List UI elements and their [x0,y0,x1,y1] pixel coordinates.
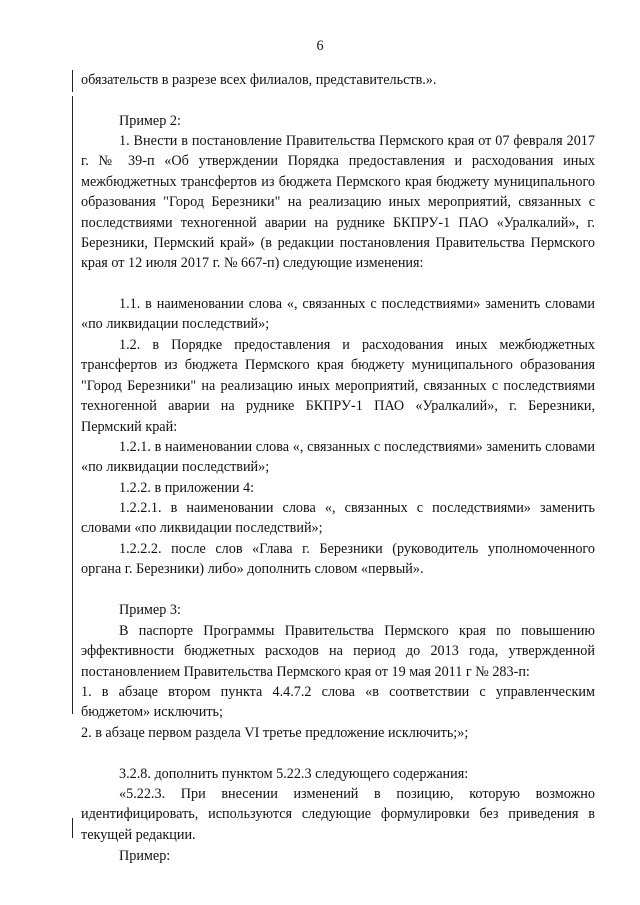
paragraph: 1.2.2.1. в наименовании слова «, связанных с последствиями» заменить словами «по ликвидации последствий»; [81,500,595,537]
paragraph: «5.22.3. При внесении изменений в позицию, которую возможно идентифицировать, используются следующие формулировки без приведения в текущей редакции. [81,786,595,843]
paragraph: 1. Внести в постановление Правительства Пермского края от 07 февраля 2017 г. № 39-п «Об утверждении Порядка предоставления и расходования иных межбюджетных трансфертов из бюджета Пермского края бюджету муниципального образования "Город Березники" на реализацию иных мероприятий, связанных с последствиями техногенной аварии на руднике БКПРУ-1 ПАО «Уралкалий», г. Березники, Пермский край» (в редакции постановления Правительства Пермского края от 12 июля 2017 г. № 667-п) следующие изменения: [81,133,595,272]
paragraph: 2. в абзаце первом раздела VI третье предложение исключить;»; [81,725,469,741]
paragraph: 1.2.2. в приложении 4: [119,480,255,496]
paragraph: обязательств в разрезе всех филиалов, представительств.». [81,72,437,88]
paragraph: 1.2.2.2. после слов «Глава г. Березники (руководитель уполномоченного органа г. Березники) либо» дополнить словом «первый». [81,541,595,578]
paragraph: 3.2.8. дополнить пунктом 5.22.3 следующего содержания: [119,766,469,782]
paragraph: 1.1. в наименовании слова «, связанных с последствиями» заменить словами «по ликвидации последствий»; [81,296,595,333]
example-heading: Пример 3: [119,602,181,618]
paragraph: 1.2. в Порядке предоставления и расходования иных межбюджетных трансфертов из бюджета Пермского края бюджету муниципального образования "Город Березники" на реализацию иных мероприятий, связанных с последствиями техногенной аварии на руднике БКПРУ-1 ПАО «Уралкалий», г. Березники, Пермский край: [81,337,595,435]
change-bar [72,70,73,92]
example-heading: Пример: [119,848,171,864]
paragraph: В паспорте Программы Правительства Пермского края по повышению эффективности бюджетных расходов на период до 2013 года, утвержденной постановлением Правительства Пермского края от 19 мая 2011 г № 283-п: [81,623,595,680]
change-bar [72,96,73,714]
example-heading: Пример 2: [119,113,181,129]
paragraph: 1. в абзаце втором пункта 4.4.7.2 слова «в соответствии с управленческим бюджетом» исключить; [81,684,595,721]
page-number: 6 [316,38,324,54]
change-bar [72,818,73,838]
paragraph: 1.2.1. в наименовании слова «, связанных с последствиями» заменить словами «по ликвидации последствий»; [81,439,595,476]
